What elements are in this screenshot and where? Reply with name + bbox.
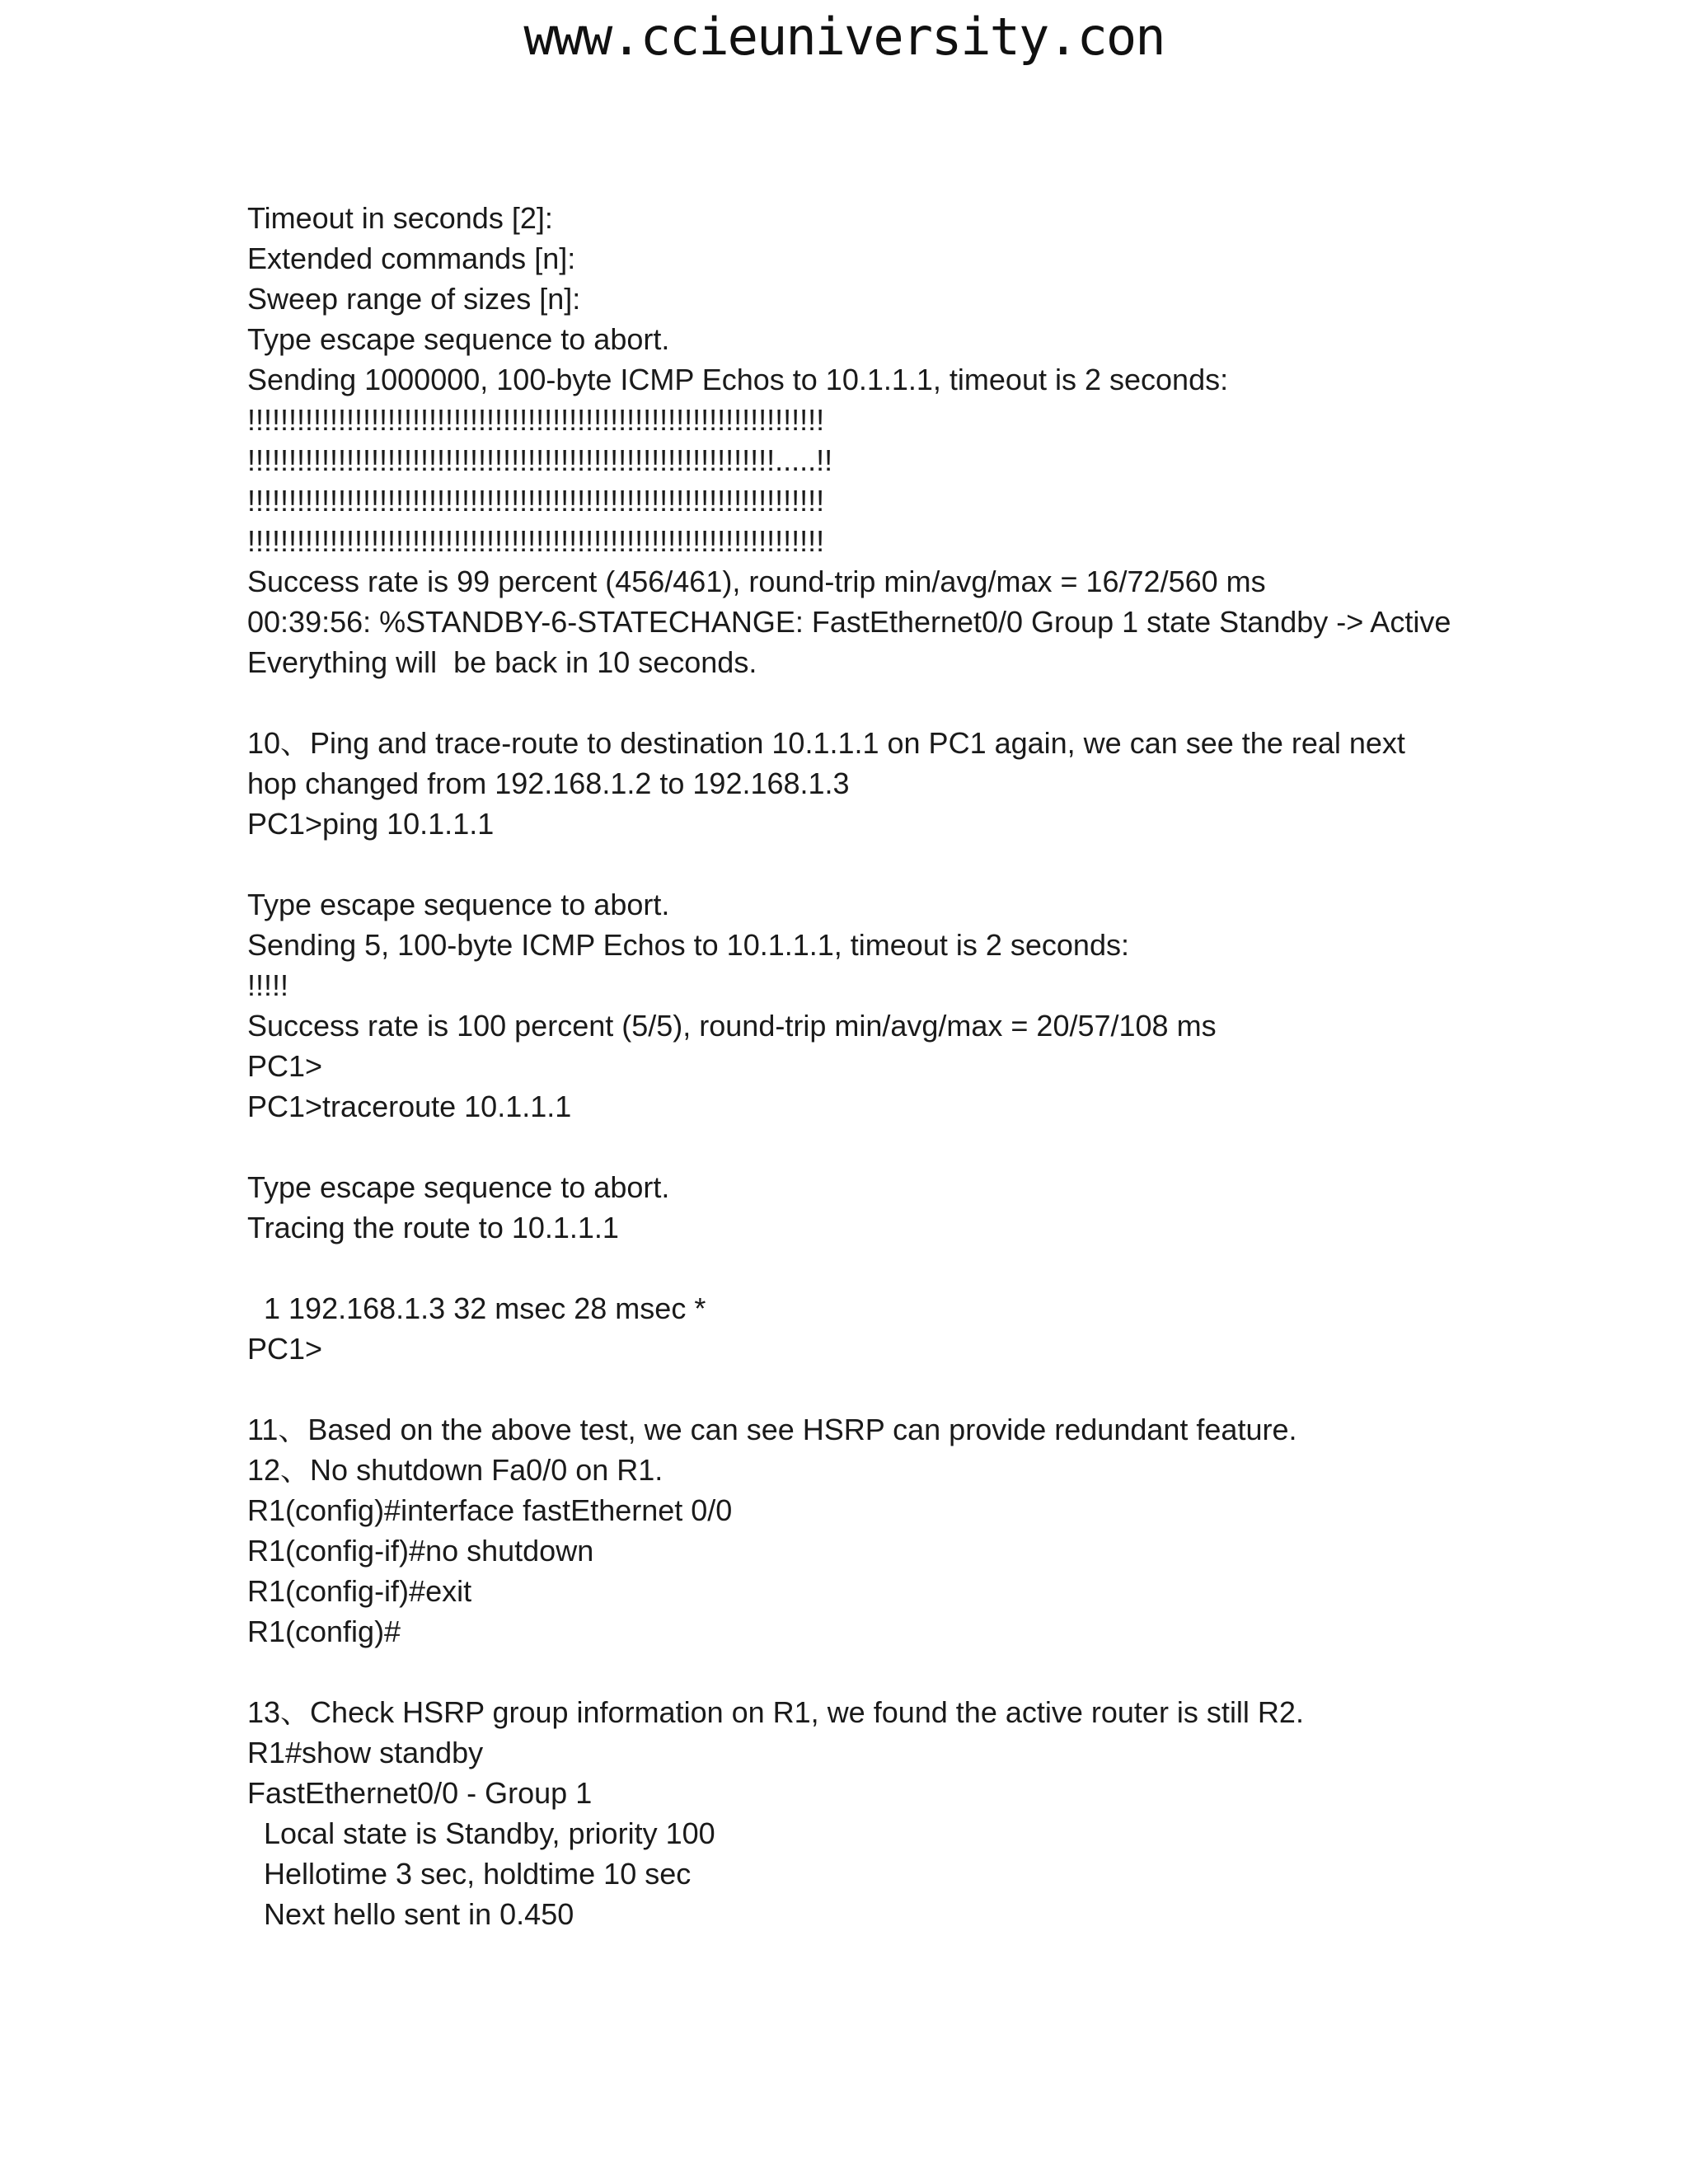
text-line: !!!!!!!!!!!!!!!!!!!!!!!!!!!!!!!!!!!!!!!!!!!!!!!!!!!!!!!!!!!!!!!!!!!!!!	[247, 484, 825, 518]
text-line: 13、Check HSRP group information on R1, we found the active router is still R2.	[247, 1695, 1304, 1729]
text-line: R1(config-if)#exit	[247, 1574, 472, 1608]
text-line: Everything will be back in 10 seconds.	[247, 645, 757, 679]
text-line: Extended commands [n]:	[247, 241, 576, 275]
text-line: Type escape sequence to abort.	[247, 1170, 670, 1204]
text-line: hop changed from 192.168.1.2 to 192.168.1.3	[247, 766, 850, 800]
text-line: Type escape sequence to abort.	[247, 888, 670, 921]
text-line: R1#show standby	[247, 1736, 484, 1769]
text-line: 10、Ping and trace-route to destination 10.1.1.1 on PC1 again, we can see the real next	[247, 726, 1405, 760]
text-line: 1 192.168.1.3 32 msec 28 msec *	[247, 1291, 706, 1325]
text-line: R1(config)#interface fastEthernet 0/0	[247, 1493, 733, 1527]
text-line: Success rate is 99 percent (456/461), round-trip min/avg/max = 16/72/560 ms	[247, 565, 1266, 598]
text-line: 00:39:56: %STANDBY-6-STATECHANGE: FastEthernet0/0 Group 1 state Standby -> Active	[247, 605, 1451, 639]
text-line: PC1>	[247, 1049, 323, 1083]
text-line: PC1>traceroute 10.1.1.1	[247, 1090, 572, 1123]
document-body	[247, 198, 1533, 1934]
blank-line	[247, 1369, 1533, 1409]
blank-line	[247, 1248, 1533, 1288]
blank-line	[247, 1127, 1533, 1167]
text-line: !!!!!!!!!!!!!!!!!!!!!!!!!!!!!!!!!!!!!!!!!!!!!!!!!!!!!!!!!!!!!!!!!!!!!!	[247, 524, 825, 558]
text-line: Next hello sent in 0.450	[247, 1897, 574, 1931]
text-line: 12、No shutdown Fa0/0 on R1.	[247, 1453, 663, 1487]
text-line: Sending 5, 100-byte ICMP Echos to 10.1.1.1, timeout is 2 seconds:	[247, 928, 1129, 962]
text-line: R1(config)#	[247, 1615, 401, 1648]
text-line: Success rate is 100 percent (5/5), round-trip min/avg/max = 20/57/108 ms	[247, 1009, 1217, 1043]
text-line: Tracing the route to 10.1.1.1	[247, 1211, 619, 1244]
blank-line	[247, 844, 1533, 884]
text-line: !!!!!!!!!!!!!!!!!!!!!!!!!!!!!!!!!!!!!!!!!!!!!!!!!!!!!!!!!!!!!!!!!!!!!!	[247, 403, 825, 437]
text-line: FastEthernet0/0 - Group 1	[247, 1776, 593, 1810]
text-line: Type escape sequence to abort.	[247, 322, 670, 356]
text-line: Sweep range of sizes [n]:	[247, 282, 581, 316]
blank-line	[247, 1652, 1533, 1692]
text-line: Sending 1000000, 100-byte ICMP Echos to 10.1.1.1, timeout is 2 seconds:	[247, 363, 1229, 396]
text-line: !!!!!!!!!!!!!!!!!!!!!!!!!!!!!!!!!!!!!!!!!!!!!!!!!!!!!!!!!!!!!!!!.....!!	[247, 443, 833, 477]
text-line: Hellotime 3 sec, holdtime 10 sec	[247, 1857, 692, 1891]
site-header: www.ccieuniversity.con	[523, 7, 1165, 67]
text-line: PC1>ping 10.1.1.1	[247, 807, 495, 841]
text-line: !!!!!	[247, 968, 289, 1002]
text-line: PC1>	[247, 1332, 323, 1366]
text-line: Timeout in seconds [2]:	[247, 201, 553, 235]
blank-line	[247, 682, 1533, 723]
text-line: R1(config-if)#no shutdown	[247, 1534, 594, 1568]
text-line: 11、Based on the above test, we can see HSRP can provide redundant feature.	[247, 1413, 1297, 1446]
text-line: Local state is Standby, priority 100	[247, 1816, 715, 1850]
